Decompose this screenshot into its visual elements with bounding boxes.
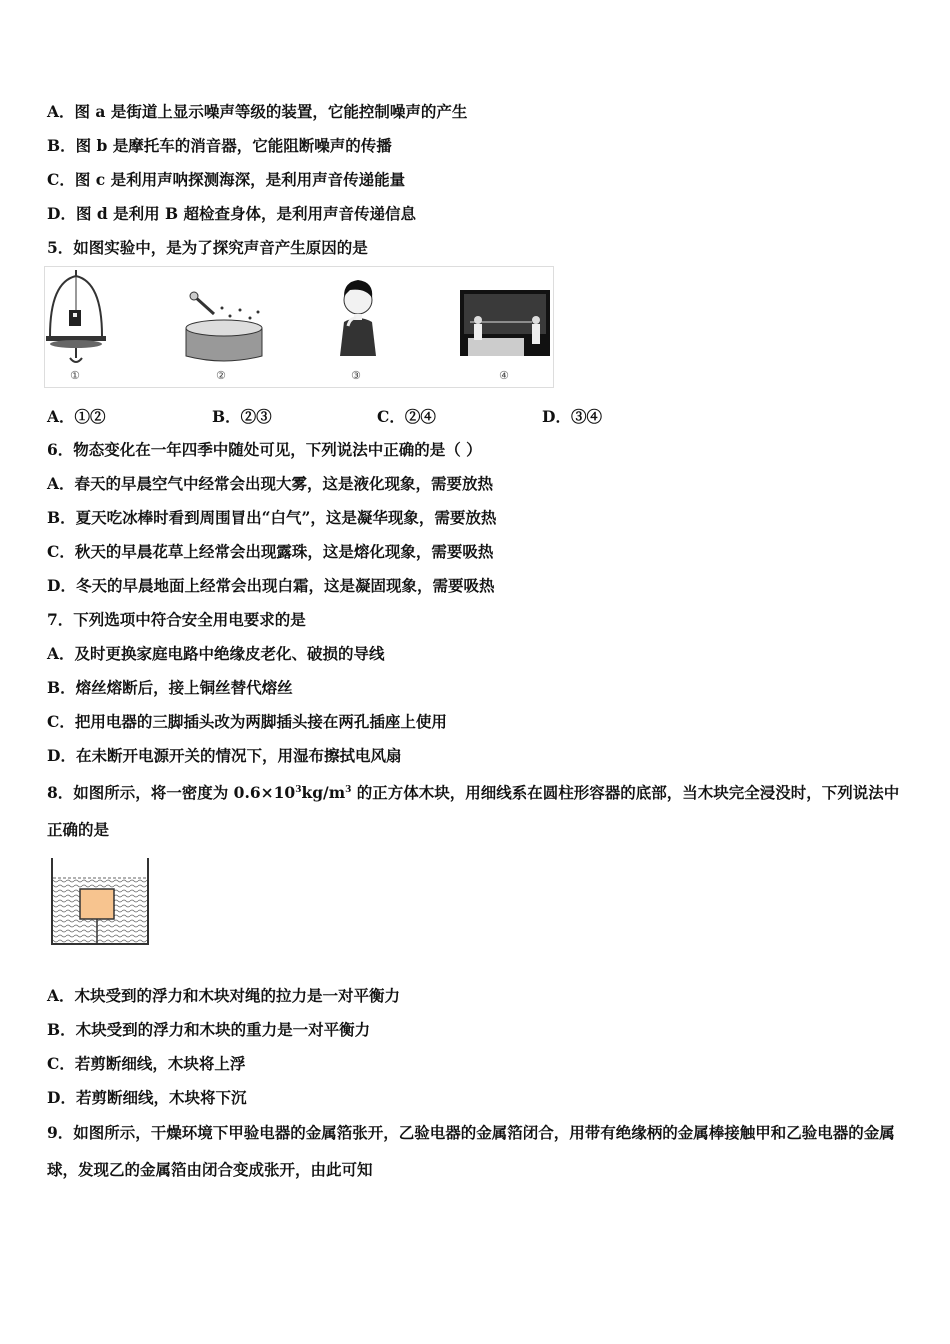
q7-option-b: B．熔丝熔断后，接上铜丝替代熔丝 <box>47 678 293 697</box>
q5-option-d: D．③④ <box>542 407 602 426</box>
q7-option-d: D．在未断开电源开关的情况下，用湿布擦拭电风扇 <box>47 746 402 765</box>
q8-stem-part3: 的正方体木块，用细线系在圆柱形容器的底部，当木块完全浸没时，下列说法中正确的是 <box>47 783 900 840</box>
figure-label-2: ② <box>216 369 226 382</box>
q6-option-c: C．秋天的早晨花草上经常会出现露珠，这是熔化现象，需要吸热 <box>47 542 494 561</box>
q8-unit-exponent: 3 <box>345 785 352 795</box>
q5-figure <box>44 266 554 388</box>
figure-label-4: ④ <box>499 369 509 382</box>
q8-option-a: A．木块受到的浮力和木块对绳的拉力是一对平衡力 <box>47 986 401 1005</box>
q6-option-a: A．春天的早晨空气中经常会出现大雾，这是液化现象，需要放热 <box>47 474 494 493</box>
q8-stem <box>47 772 900 848</box>
wooden-block <box>80 889 114 919</box>
q8-unit: kg/m <box>301 783 346 803</box>
q6-stem: 6．物态变化在一年四季中随处可见，下列说法中正确的是（ ） <box>47 440 482 459</box>
q4-option-c: C．图 c 是利用声呐探测海深，是利用声音传递能量 <box>47 170 406 189</box>
q8-option-d: D．若剪断细线，木块将下沉 <box>47 1088 247 1107</box>
q4-option-b: B．图 b 是摩托车的消音器，它能阻断噪声的传播 <box>47 136 392 155</box>
q5-option-c: C．②④ <box>377 407 436 426</box>
q8-option-b: B．木块受到的浮力和木块的重力是一对平衡力 <box>47 1020 371 1039</box>
q4-option-a: A．图 a 是街道上显示噪声等级的装置，它能控制噪声的产生 <box>47 102 468 121</box>
q7-option-c: C．把用电器的三脚插头改为两脚插头接在两孔插座上使用 <box>47 712 447 731</box>
classroom-illustration <box>460 290 550 356</box>
q7-stem: 7．下列选项中符合安全用电要求的是 <box>47 610 306 629</box>
q4-option-d: D．图 d 是利用 B 超检查身体，是利用声音传递信息 <box>47 204 416 223</box>
q5-stem: 5．如图实验中，是为了探究声音产生原因的是 <box>47 238 368 257</box>
q5-option-a: A．①② <box>47 407 106 426</box>
q8-option-c: C．若剪断细线，木块将上浮 <box>47 1054 246 1073</box>
q8-stem-part1: 8．如图所示，将一密度为 0.6×10 <box>47 783 296 803</box>
q8-exponent: 3 <box>295 785 302 795</box>
figure-label-1: ① <box>70 369 80 382</box>
q5-option-b: B．②③ <box>212 407 272 426</box>
q7-option-a: A．及时更换家庭电路中绝缘皮老化、破损的导线 <box>47 644 385 663</box>
q6-option-b: B．夏天吃冰棒时看到周围冒出“白气”，这是凝华现象，需要放热 <box>47 508 497 527</box>
q6-option-d: D．冬天的早晨地面上经常会出现白霜，这是凝固现象，需要吸热 <box>47 576 495 595</box>
figure-label-3: ③ <box>351 369 361 382</box>
q8-container-figure <box>50 858 150 948</box>
q9-stem: 9．如图所示，干燥环境下甲验电器的金属箔张开，乙验电器的金属箔闭合，用带有绝缘柄的金属棒接触甲和乙验电器的金属球，发现乙的金属箔由闭合变成张开，由此可知 <box>47 1123 895 1179</box>
